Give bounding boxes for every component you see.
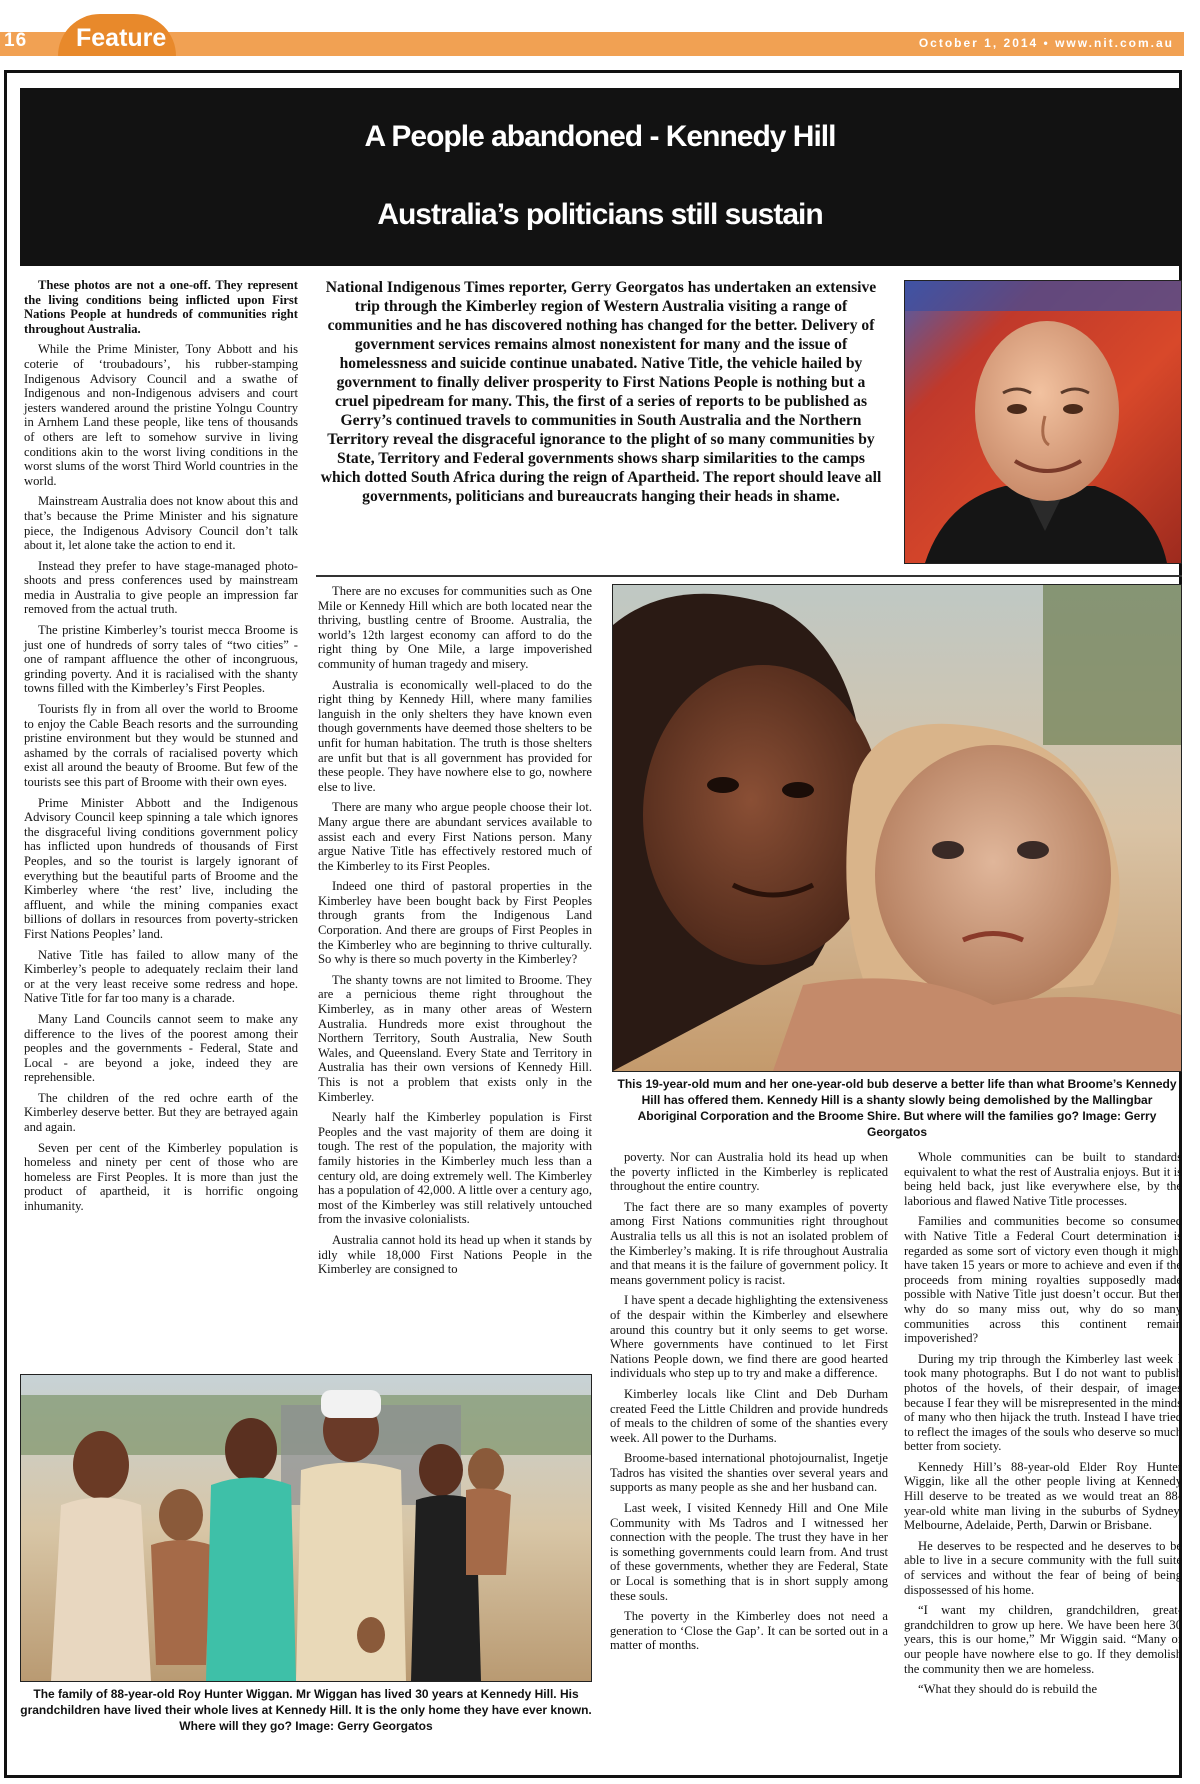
mother-child-photo bbox=[612, 584, 1182, 1072]
article-paragraph: The pristine Kimberley’s tourist mecca Broome is just one of hundreds of sorry tales of “two cities” - one of rampant affluence the other of incongruous, grinding poverty. And it is racialised with the shanty towns filled with the Kimberley’s First Peoples. bbox=[24, 623, 298, 696]
article-paragraph: While the Prime Minister, Tony Abbott and his coterie of ‘troubadours’, his rubber-stamping Indigenous Advisory Council and a swathe of Indigenous and non-Indigenous advisers and court jesters wandered around the pristine Yolngu Country in Arnhem Land these people, like tens of thousands of others are left to somehow survive in living conditions akin to the worst living conditions in the worst slums of the worst Third World countries in the world. bbox=[24, 342, 298, 488]
article-paragraph: Mainstream Australia does not know about this and that’s because the Prime Minister and his signature piece, the Indigenous Advisory Council don’t talk about it, let alone take the action to end it. bbox=[24, 494, 298, 553]
article-paragraph: “What they should do is rebuild the bbox=[918, 1682, 1098, 1697]
article-paragraph: There are no excuses for communities such as One Mile or Kennedy Hill which are both located near the thriving, bustling centre of Broome. Australia, the world’s 12th largest economy can afford to do the right thing by One Mile, a large impoverished community of human tragedy and misery. bbox=[318, 584, 592, 671]
article-paragraph: Kimberley locals like Clint and Deb Durham created Feed the Little Children and provide hundreds of meals to the children of some of the shanties every week. All power to the Durhams. bbox=[610, 1386, 888, 1445]
article-paragraph: During my trip through the Kimberley last week I took many photographs. But I do not want to publish photos of the hovels, of their despair, of images because I fear they will be misrepresented in the minds of many who then hijack the truth. Instead I have tried to reflect the images of the souls who deserve so much better from society. bbox=[904, 1351, 1182, 1454]
article-paragraph: I have spent a decade highlighting the extensiveness of the despair within the Kimberley and elsewhere around this country but it only seems to get worse. Where governments have continued to let First Nations People down, we find there are good hearted individuals who step up to try and make a difference. bbox=[610, 1293, 888, 1381]
article-paragraph: Seven per cent of the Kimberley population is homeless and ninety per cent of those who are homeless are First Peoples. It is more than just the product of apartheid, it is horrific ongoing inhumanity. bbox=[24, 1140, 298, 1214]
article-paragraph: Australia cannot hold its head up when it stands by idly while 18,000 First Nations People in the Kimberley are consigned to bbox=[318, 1232, 592, 1277]
headline-box bbox=[20, 88, 1180, 266]
article-paragraph: Prime Minister Abbott and the Indigenous Advisory Council keep spinning a tale which ignores the disgraceful living conditions government policy has inflicted upon hundreds of thousands of First Peoples, and so the tourist is largely ignorant of everything but the beautiful parts of Broome and the Kimberley where ‘the rest’ live, including the affluent, and while the mining companies exact billions of dollars in resources from poverty-stricken First Nations Peoples’ land. bbox=[24, 795, 298, 941]
article-paragraph: The fact there are so many examples of poverty among First Nations communities right throughout Australia tells us all this is not an isolated problem of the Kimberley’s making. It is rife throughout Australia and that means it is the failure of government policy. It means government policy is racist. bbox=[610, 1199, 888, 1287]
article-paragraph: Kennedy Hill’s 88-year-old Elder Roy Hunter Wiggin, like all the other people living at Kennedy Hill deserve to be treated as we would treat an 88-year-old white man living in the suburbs of Sydney, Melbourne, Adelaide, Perth, Darwin or Brisbane. bbox=[904, 1459, 1182, 1533]
article-paragraph: Whole communities can be built to standards equivalent to what the rest of Australia enjoys. But it is being held back, just like everywhere else, by the laborious and flawed Native Title processes. bbox=[904, 1150, 1182, 1208]
article-column-3 bbox=[610, 1150, 888, 1776]
article-paragraph: The poverty in the Kimberley does not need a generation to ‘Close the Gap’. It can be sorted out in a matter of months. bbox=[610, 1609, 888, 1653]
article-paragraph: Australia is economically well-placed to do the right thing by Kennedy Hill, where many families languish in the only shelters they have known even though governments have deemed those shelters to be unfit for human habitation. The truth is those shelters are unfit but that is all government has provided for these people. They have nowhere else to go, nowhere else to live. bbox=[318, 677, 592, 794]
article-column-2 bbox=[318, 584, 592, 1366]
article-paragraph: Many Land Councils cannot seem to make any difference to the lives of the poorest among their peoples and the governments - Federal, State and Local - are beyond a joke, indeed they are reprehensible. bbox=[24, 1011, 298, 1085]
standfirst: National Indigenous Times reporter, Gerry Georgatos has undertaken an extensive trip through the Kimberley region of Western Australia visiting a range of communities and he has discovered nothing has changed for the better. Delivery of government services remains almost nonexistent for many and the issue of homelessness and suicide continue unabated. Native Title, the vehicle hailed by government to finally deliver prosperity to First Nations People is nothing but a cruel pipedream for many. This, the first of a series of reports to be published as Gerry’s continued travels to communities in South Australia and the Northern Territory reveal the disgraceful ignorance to the plight of so many communities by State, Territory and Federal governments shows sharp similarities to the camps which dotted South Africa during the reign of Apartheid. The report should leave all governments, politicians and bureaucrats hanging their heads in shame. bbox=[320, 279, 882, 505]
article-paragraph: Last week, I visited Kennedy Hill and One Mile Community with Ms Tadros and I witnessed her connection with the people. The trust they have in her is something governments could learn from. And trust of these governments, whether they are Federal, State or Local is something that is in short supply among these souls. bbox=[610, 1501, 888, 1603]
article-paragraph: Indeed one third of pastoral properties in the Kimberley have been bought back by First Peoples through grants from the Indigenous Land Corporation. And there are groups of First Peoples in the Kimberley who are beginning to thrive culturally. So why is there so much poverty in the Kimberley? bbox=[318, 879, 592, 967]
article-paragraph: Broome-based international photojournalist, Ingetje Tadros has visited the shanties over several years and supports as many people as she and her husband can. bbox=[610, 1451, 888, 1495]
article-paragraph: Instead they prefer to have stage-managed photo-shoots and press conferences used by mainstream media in Australia to give people an impression far removed from the actual truth. bbox=[24, 558, 298, 617]
dateline: October 1, 2014 • www.nit.com.au bbox=[918, 36, 1174, 50]
headline-line-2: Australia’s politicians still sustain bbox=[377, 198, 823, 231]
page-number: 16 bbox=[4, 30, 28, 51]
article-paragraph: The shanty towns are not limited to Broome. They are a pernicious theme right throughout the Kimberley, as in many other areas of Western Australia. Hundreds more exist throughout the Northern Territory, South Australia, New South Wales, and Queensland. Every State and Territory in Australia has their own versions of Kennedy Hill. This is not a problem that exists only in the Kimberley. bbox=[318, 972, 592, 1104]
article-paragraph: He deserves to be respected and he deserves to be able to live in a secure community with the full suite of services and without the fear of being of being dispossessed of his home. bbox=[904, 1538, 1182, 1597]
mother-child-caption: This 19-year-old mum and her one-year-old bub deserve a better life than what Broome’s Kennedy Hill has offered them. Kennedy Hill is a shanty slowly being demolished by the Mallingbar Aboriginal Corporation and the Broome Shire. But where will the families go? Image: Gerry Georgatos bbox=[617, 1077, 1177, 1139]
family-photo bbox=[20, 1374, 592, 1682]
article-column-4 bbox=[904, 1150, 1182, 1776]
article-paragraph: poverty. Nor can Australia hold its head up when the poverty inflicted in the Kimberley is replicated throughout the entire country. bbox=[610, 1150, 888, 1194]
section-rule bbox=[316, 575, 1182, 577]
family-caption: The family of 88-year-old Roy Hunter Wiggan. Mr Wiggan has lived 30 years at Kennedy Hill. His grandchildren have lived their whole lives at Kennedy Hill. It is the only home they have ever known. Where will they go? Image: Gerry Georgatos bbox=[20, 1687, 592, 1733]
article-paragraph: There are many who argue people choose their lot. Many argue there are abundant services available to assist each and every First Nations person. Many argue Native Title has effectively restored much of the Kimberley to its First Peoples. bbox=[318, 800, 592, 873]
article-paragraph: These photos are not a one-off. They represent the living conditions being inflicted upon First Nations People at hundreds of communities right throughout Australia. bbox=[24, 278, 298, 336]
section-label: Feature bbox=[76, 24, 167, 52]
article-paragraph: Tourists fly in from all over the world to Broome to enjoy the Cable Beach resorts and the surrounding pristine environment but they would be stunned and ashamed by the corrals of racialised poverty which exist all around the beauty of Broome. But few of the tourists see this part of Broome with their own eyes. bbox=[24, 702, 298, 789]
article-paragraph: The children of the red ochre earth of the Kimberley deserve better. But they are betrayed again and again. bbox=[24, 1090, 298, 1135]
article-paragraph: Families and communities become so consumed with Native Title a Federal Court determination is regarded as some sort of victory even though it might have taken 15 years or more to achieve and even if the proceeds from mining royalties supposedly made possible with Native Title just doesn’t occur. But then why do so many miss out, why do so many communities across this continent remain impoverished? bbox=[904, 1214, 1182, 1346]
article-paragraph: Native Title has failed to allow many of the Kimberley’s people to adequately reclaim their land or at the very least receive some redress and hope. Native Title for far too many is a charade. bbox=[24, 947, 298, 1006]
article-paragraph: Nearly half the Kimberley population is First Peoples and the vast majority of them are doing it tough. The rest of the population, the majority with family histories in the Kimberley much less than a century old, are doing extremely well. The Kimberley has a population of 42,000. A little over a century ago, most of the Kimberley was still relatively untouched from the invasive colonialists. bbox=[318, 1110, 592, 1227]
reporter-portrait-photo bbox=[904, 280, 1182, 564]
article-paragraph: “I want my children, grandchildren, great-grandchildren to grow up here. We have been here 30 years, this is our home,” Mr Wiggin said. “Many of our people have nowhere else to go. If they demolish the community then we are homeless. bbox=[904, 1603, 1182, 1676]
article-column-1 bbox=[24, 278, 298, 1362]
headline-line-1: A People abandoned - Kennedy Hill bbox=[364, 120, 836, 153]
